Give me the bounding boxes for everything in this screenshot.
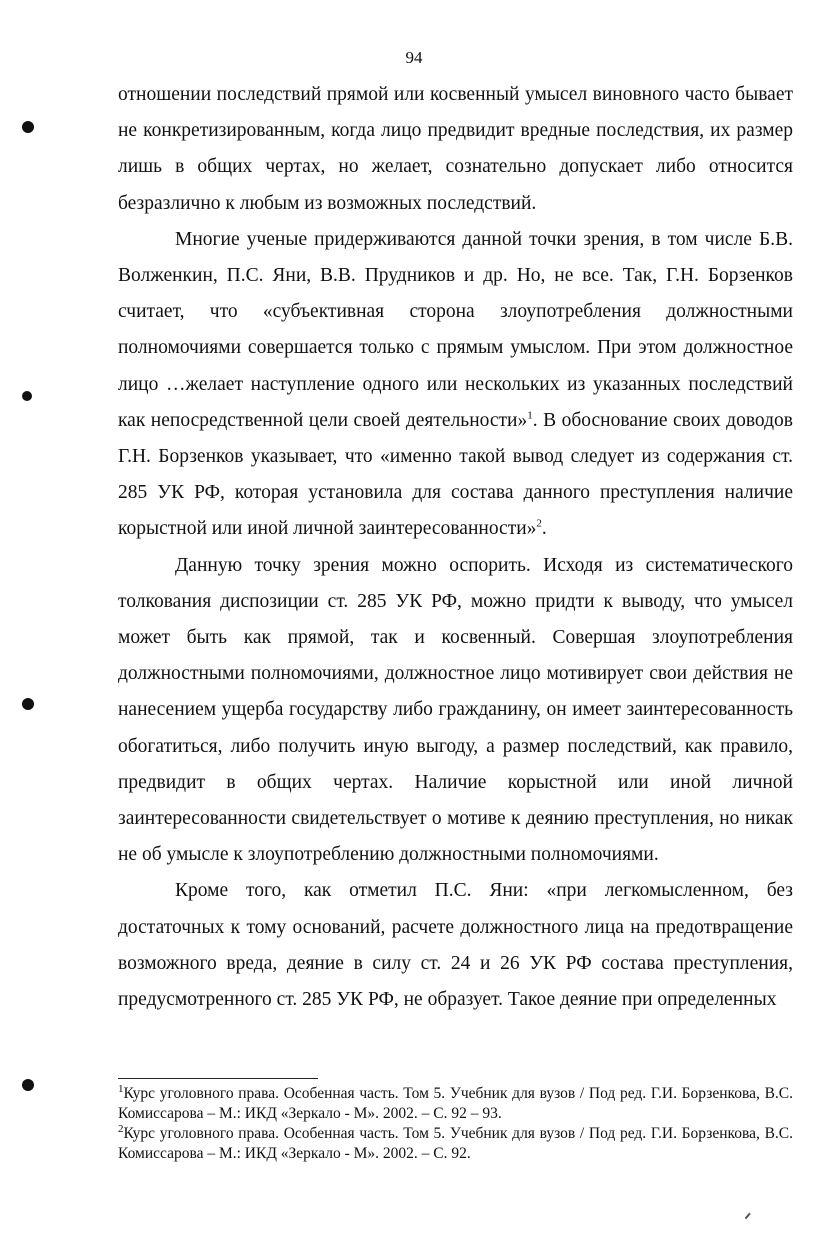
page-number: 94 [405, 48, 423, 67]
binder-hole-mark [22, 121, 34, 133]
binder-hole-mark [22, 391, 32, 401]
footnote-separator [118, 1078, 318, 1079]
footnotes [118, 1084, 793, 1164]
binder-hole-mark [22, 1079, 34, 1091]
footnote-mark: 2 [118, 1122, 124, 1135]
footnote-mark: 1 [118, 1082, 124, 1095]
paragraph: Многие ученые придерживаются данной точки зрения, в том числе Б.В. Волженкин, П.С. Яни, В.В. Прудников и др. Но, не все. Так, Г.Н. Борзенков считает, что «субъективная сторона злоупотребления должностными полномочиями совершается только с прямым умыслом. При этом должностное лицо …желает наступление одного или нескольких из указанных последствий как непосредственной цели своей деятельности»$^1$. В обоснование своих доводов Г.Н. Борзенков указывает, что «именно такой вывод следует из содержания ст. 285 УК РФ, которая установила для состава данного преступления наличие корыстной или иной личной заинтересованности»$^2$. [118, 228, 793, 540]
paragraph: Кроме того, как отметил П.С. Яни: «при легкомысленном, без достаточных к тому оснований, расчете должностного лица на предотвращение возможного вреда, деяние в силу ст. 24 и 26 УК РФ состава преступления, предусмотренного ст. 285 УК РФ, не образует. Такое деяние при определенных [118, 880, 793, 1011]
paragraph: Данную точку зрения можно оспорить. Исходя из систематического толкования диспозиции ст. 285 УК РФ, можно придти к выводу, что умысел может быть как прямой, так и косвенный. Совершая злоупотребления должностными полномочиями, должностное лицо мотивирует свои действия не нанесением ущерба государству либо гражданину, он имеет заинтересованность обогатиться, либо получить иную выгоду, а размер последствий, как правило, предвидит в общих чертах. Наличие корыстной или иной личной заинтересованности свидетельствует о мотиве к деянию преступления, но никак не об умысле к злоупотреблению должностными полномочиями. [118, 554, 793, 866]
footnote: $^2$Курс уголовного права. Особенная часть. Том 5. Учебник для вузов / Под ред. Г.И. Борзенкова, В.С. Комиссарова – М.: ИКД «Зеркало - М». 2002. – С. 92. [118, 1122, 793, 1162]
paragraph: отношении последствий прямой или косвенный умысел виновного часто бывает не конкретизированным, когда лицо предвидит вредные последствия, их размер лишь в общих чертах, но желает, сознательно допускает либо относится безразлично к любым из возможных последствий. [118, 84, 793, 214]
body-text [118, 77, 793, 1018]
footnote: $^1$Курс уголовного права. Особенная часть. Том 5. Учебник для вузов / Под ред. Г.И. Борзенкова, В.С. Комиссарова – М.: ИКД «Зеркало - М». 2002. – С. 92 – 93. [118, 1082, 793, 1122]
scan-speck [745, 1213, 751, 1219]
binder-hole-mark [22, 698, 34, 710]
footnote-ref[interactable]: 1 [527, 409, 533, 422]
footnote-ref[interactable]: 2 [536, 517, 542, 530]
